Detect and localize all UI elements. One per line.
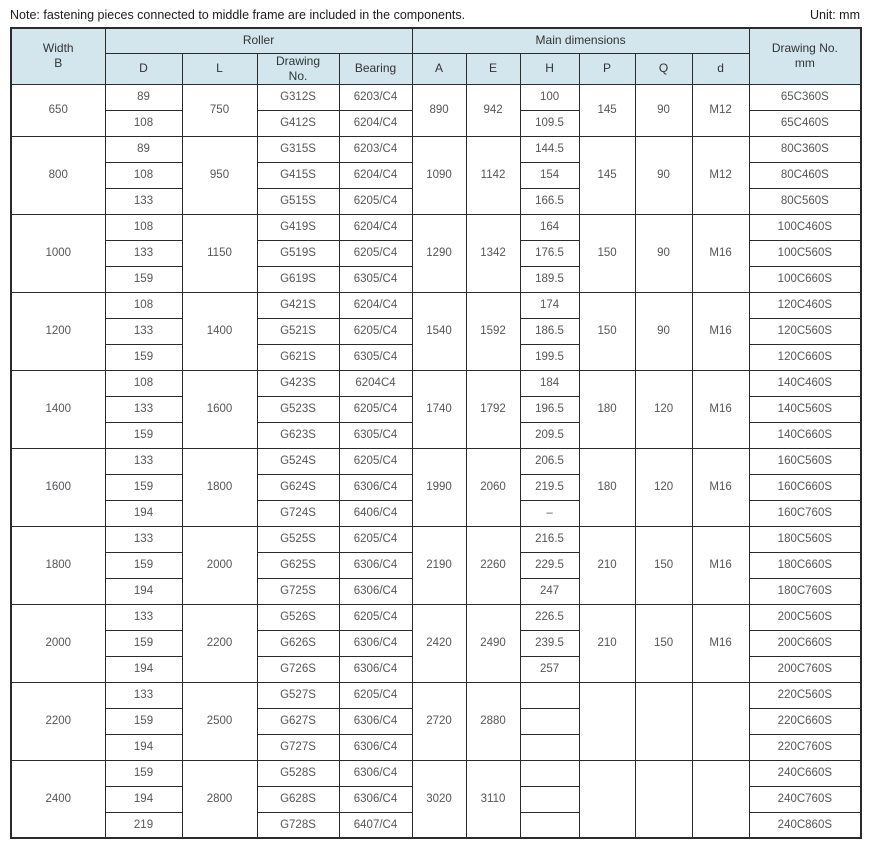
cell-l-7: 2200 (182, 604, 257, 682)
cell-h: 239.5 (520, 630, 579, 656)
cell-drawing-no: G312S (257, 84, 339, 110)
cell-d: 159 (105, 760, 182, 786)
cell-d: 89 (105, 136, 182, 162)
cell-l-9: 2800 (182, 760, 257, 838)
cell-d: 159 (105, 630, 182, 656)
col-header-l: L (182, 53, 257, 84)
table-row (11, 136, 861, 162)
cell-drawing-no: G419S (257, 214, 339, 240)
cell-p-8 (579, 682, 635, 760)
cell-bearing: 6306/C4 (339, 656, 412, 682)
cell-drawing-no-mm: 180C560S (749, 526, 861, 552)
cell-drawing-no: G524S (257, 448, 339, 474)
cell-l-6: 2000 (182, 526, 257, 604)
cell-d: 133 (105, 318, 182, 344)
cell-d: 133 (105, 396, 182, 422)
cell-h (520, 708, 579, 734)
cell-drawing-no-mm: 100C460S (749, 214, 861, 240)
table-row (11, 448, 861, 474)
cell-bearing: 6203/C4 (339, 84, 412, 110)
cell-drawing-no-mm: 180C660S (749, 552, 861, 578)
cell-drawing-no-mm: 240C660S (749, 760, 861, 786)
top-bar (10, 6, 860, 27)
cell-bearing: 6204C4 (339, 370, 412, 396)
cell-bearing: 6205/C4 (339, 448, 412, 474)
cell-e-5: 2060 (466, 448, 520, 526)
cell-h: 219.5 (520, 474, 579, 500)
cell-drawing-no-mm: 200C760S (749, 656, 861, 682)
col-header-dwg-line2: mm (794, 56, 815, 71)
cell-drawing-no: G627S (257, 708, 339, 734)
col-header-h: H (520, 53, 579, 84)
cell-h: 189.5 (520, 266, 579, 292)
cell-drawing-no-mm: 140C560S (749, 396, 861, 422)
cell-drawing-no-mm: 80C360S (749, 136, 861, 162)
cell-drawing-no: G619S (257, 266, 339, 292)
cell-d-thread-8 (692, 682, 749, 760)
cell-a-0: 890 (412, 84, 466, 136)
cell-bearing: 6306/C4 (339, 474, 412, 500)
col-header-bearing: Bearing (339, 53, 412, 84)
cell-l-8: 2500 (182, 682, 257, 760)
table-row (11, 214, 861, 240)
cell-bearing: 6204/C4 (339, 162, 412, 188)
cell-l-2: 1150 (182, 214, 257, 292)
cell-drawing-no-mm: 180C760S (749, 578, 861, 604)
cell-drawing-no: G415S (257, 162, 339, 188)
cell-d: 194 (105, 734, 182, 760)
cell-drawing-no-mm: 160C560S (749, 448, 861, 474)
cell-q-1: 90 (635, 136, 692, 214)
cell-q-9 (635, 760, 692, 838)
cell-p-7: 210 (579, 604, 635, 682)
cell-h (520, 786, 579, 812)
spec-table-body (11, 84, 861, 838)
cell-d-thread-3: M16 (692, 292, 749, 370)
cell-bearing: 6306/C4 (339, 552, 412, 578)
cell-width-b-0: 650 (11, 84, 105, 136)
cell-h (520, 734, 579, 760)
cell-e-2: 1342 (466, 214, 520, 292)
cell-q-5: 120 (635, 448, 692, 526)
cell-h: 257 (520, 656, 579, 682)
cell-a-4: 1740 (412, 370, 466, 448)
cell-bearing: 6205/C4 (339, 526, 412, 552)
cell-drawing-no-mm: 80C560S (749, 188, 861, 214)
cell-h (520, 682, 579, 708)
cell-width-b-3: 1200 (11, 292, 105, 370)
cell-p-9 (579, 760, 635, 838)
note-text: Note: fastening pieces connected to middle frame are included in the components. (10, 8, 466, 22)
col-group-main-dimensions: Main dimensions (412, 28, 749, 53)
cell-a-7: 2420 (412, 604, 466, 682)
cell-drawing-no: G625S (257, 552, 339, 578)
cell-drawing-no-mm: 220C660S (749, 708, 861, 734)
cell-bearing: 6205/C4 (339, 240, 412, 266)
cell-drawing-no: G519S (257, 240, 339, 266)
cell-h: 209.5 (520, 422, 579, 448)
cell-a-6: 2190 (412, 526, 466, 604)
cell-h: – (520, 500, 579, 526)
col-header-drawing-line2: No. (288, 68, 308, 83)
cell-h: 164 (520, 214, 579, 240)
cell-p-0: 145 (579, 84, 635, 136)
cell-drawing-no: G626S (257, 630, 339, 656)
col-header-dwg-line1: Drawing No. (771, 41, 838, 56)
cell-d: 159 (105, 552, 182, 578)
cell-drawing-no: G315S (257, 136, 339, 162)
cell-h: 176.5 (520, 240, 579, 266)
cell-l-0: 750 (182, 84, 257, 136)
cell-d: 194 (105, 656, 182, 682)
cell-width-b-2: 1000 (11, 214, 105, 292)
cell-drawing-no: G521S (257, 318, 339, 344)
cell-e-8: 2880 (466, 682, 520, 760)
cell-bearing: 6204/C4 (339, 292, 412, 318)
cell-drawing-no: G724S (257, 500, 339, 526)
cell-e-7: 2490 (466, 604, 520, 682)
cell-bearing: 6306/C4 (339, 786, 412, 812)
cell-d: 133 (105, 240, 182, 266)
cell-h: 216.5 (520, 526, 579, 552)
cell-width-b-9: 2400 (11, 760, 105, 838)
cell-e-9: 3110 (466, 760, 520, 838)
cell-h: 247 (520, 578, 579, 604)
cell-drawing-no: G523S (257, 396, 339, 422)
cell-d-thread-7: M16 (692, 604, 749, 682)
cell-drawing-no-mm: 100C560S (749, 240, 861, 266)
cell-bearing: 6305/C4 (339, 266, 412, 292)
cell-drawing-no: G727S (257, 734, 339, 760)
cell-drawing-no: G515S (257, 188, 339, 214)
cell-h: 154 (520, 162, 579, 188)
cell-drawing-no: G728S (257, 812, 339, 838)
cell-d: 159 (105, 422, 182, 448)
cell-drawing-no-mm: 160C760S (749, 500, 861, 526)
cell-h: 166.5 (520, 188, 579, 214)
cell-bearing: 6205/C4 (339, 682, 412, 708)
cell-d: 108 (105, 214, 182, 240)
cell-d: 89 (105, 84, 182, 110)
cell-d: 219 (105, 812, 182, 838)
cell-a-1: 1090 (412, 136, 466, 214)
cell-l-3: 1400 (182, 292, 257, 370)
cell-a-5: 1990 (412, 448, 466, 526)
cell-bearing: 6203/C4 (339, 136, 412, 162)
cell-drawing-no-mm: 160C660S (749, 474, 861, 500)
cell-h: 144.5 (520, 136, 579, 162)
cell-d: 194 (105, 578, 182, 604)
cell-bearing: 6306/C4 (339, 708, 412, 734)
cell-d-thread-6: M16 (692, 526, 749, 604)
cell-bearing: 6305/C4 (339, 422, 412, 448)
cell-drawing-no-mm: 240C860S (749, 812, 861, 838)
unit-label: Unit: mm (810, 8, 860, 22)
cell-a-2: 1290 (412, 214, 466, 292)
cell-drawing-no-mm: 200C560S (749, 604, 861, 630)
cell-d: 159 (105, 344, 182, 370)
cell-e-3: 1592 (466, 292, 520, 370)
cell-d: 159 (105, 708, 182, 734)
cell-d: 133 (105, 526, 182, 552)
cell-a-8: 2720 (412, 682, 466, 760)
cell-d-thread-9 (692, 760, 749, 838)
cell-drawing-no-mm: 120C660S (749, 344, 861, 370)
cell-bearing: 6205/C4 (339, 396, 412, 422)
cell-d-thread-2: M16 (692, 214, 749, 292)
col-header-width-line2: B (54, 56, 63, 71)
cell-bearing: 6306/C4 (339, 630, 412, 656)
cell-d: 133 (105, 448, 182, 474)
cell-bearing: 6204/C4 (339, 214, 412, 240)
cell-drawing-no: G528S (257, 760, 339, 786)
cell-drawing-no-mm: 80C460S (749, 162, 861, 188)
cell-drawing-no-mm: 65C460S (749, 110, 861, 136)
cell-drawing-no-mm: 220C760S (749, 734, 861, 760)
cell-bearing: 6407/C4 (339, 812, 412, 838)
cell-d: 133 (105, 682, 182, 708)
col-header-d: D (105, 53, 182, 84)
col-header-drawing-no-mm (749, 28, 861, 84)
table-row (11, 682, 861, 708)
table-row (11, 526, 861, 552)
cell-d-thread-0: M12 (692, 84, 749, 136)
table-row (11, 84, 861, 110)
cell-d-thread-4: M16 (692, 370, 749, 448)
cell-q-7: 150 (635, 604, 692, 682)
cell-d: 159 (105, 474, 182, 500)
cell-width-b-4: 1400 (11, 370, 105, 448)
table-row (11, 604, 861, 630)
cell-e-0: 942 (466, 84, 520, 136)
cell-h: 226.5 (520, 604, 579, 630)
cell-drawing-no: G423S (257, 370, 339, 396)
cell-d: 159 (105, 266, 182, 292)
cell-p-3: 150 (579, 292, 635, 370)
cell-q-2: 90 (635, 214, 692, 292)
cell-drawing-no-mm: 100C660S (749, 266, 861, 292)
cell-width-b-7: 2000 (11, 604, 105, 682)
cell-drawing-no: G624S (257, 474, 339, 500)
cell-d: 194 (105, 500, 182, 526)
cell-bearing: 6205/C4 (339, 604, 412, 630)
cell-drawing-no: G726S (257, 656, 339, 682)
cell-d-thread-1: M12 (692, 136, 749, 214)
col-header-e: E (466, 53, 520, 84)
cell-drawing-no-mm: 140C460S (749, 370, 861, 396)
spec-table (10, 27, 862, 839)
cell-h (520, 760, 579, 786)
col-header-p: P (579, 53, 635, 84)
cell-drawing-no-mm: 240C760S (749, 786, 861, 812)
table-row (11, 292, 861, 318)
cell-bearing: 6205/C4 (339, 188, 412, 214)
cell-h: 109.5 (520, 110, 579, 136)
cell-h: 229.5 (520, 552, 579, 578)
cell-bearing: 6306/C4 (339, 734, 412, 760)
cell-drawing-no: G628S (257, 786, 339, 812)
cell-drawing-no-mm: 65C360S (749, 84, 861, 110)
cell-d: 108 (105, 292, 182, 318)
col-header-drawing-no (257, 53, 339, 84)
cell-bearing: 6406/C4 (339, 500, 412, 526)
cell-width-b-5: 1600 (11, 448, 105, 526)
cell-e-4: 1792 (466, 370, 520, 448)
cell-h: 206.5 (520, 448, 579, 474)
cell-h: 199.5 (520, 344, 579, 370)
col-group-roller: Roller (105, 28, 412, 53)
cell-p-4: 180 (579, 370, 635, 448)
cell-width-b-1: 800 (11, 136, 105, 214)
cell-bearing: 6305/C4 (339, 344, 412, 370)
cell-h: 184 (520, 370, 579, 396)
cell-drawing-no-mm: 120C460S (749, 292, 861, 318)
cell-drawing-no: G412S (257, 110, 339, 136)
cell-drawing-no-mm: 220C560S (749, 682, 861, 708)
cell-l-5: 1800 (182, 448, 257, 526)
cell-q-0: 90 (635, 84, 692, 136)
cell-e-6: 2260 (466, 526, 520, 604)
col-header-width-b (11, 28, 105, 84)
cell-bearing: 6306/C4 (339, 760, 412, 786)
cell-h: 186.5 (520, 318, 579, 344)
cell-drawing-no-mm: 120C560S (749, 318, 861, 344)
cell-p-1: 145 (579, 136, 635, 214)
cell-h (520, 812, 579, 838)
cell-q-4: 120 (635, 370, 692, 448)
cell-d: 108 (105, 110, 182, 136)
cell-l-4: 1600 (182, 370, 257, 448)
cell-q-8 (635, 682, 692, 760)
cell-drawing-no: G525S (257, 526, 339, 552)
cell-d: 194 (105, 786, 182, 812)
cell-d: 108 (105, 370, 182, 396)
cell-drawing-no: G623S (257, 422, 339, 448)
cell-d: 133 (105, 604, 182, 630)
cell-p-5: 180 (579, 448, 635, 526)
cell-bearing: 6306/C4 (339, 578, 412, 604)
cell-bearing: 6204/C4 (339, 110, 412, 136)
cell-q-6: 150 (635, 526, 692, 604)
cell-e-1: 1142 (466, 136, 520, 214)
cell-h: 174 (520, 292, 579, 318)
cell-q-3: 90 (635, 292, 692, 370)
cell-h: 196.5 (520, 396, 579, 422)
table-row (11, 760, 861, 786)
cell-drawing-no-mm: 140C660S (749, 422, 861, 448)
col-header-q: Q (635, 53, 692, 84)
cell-a-3: 1540 (412, 292, 466, 370)
cell-drawing-no: G526S (257, 604, 339, 630)
col-header-width-line1: Width (42, 41, 74, 56)
table-row (11, 370, 861, 396)
cell-a-9: 3020 (412, 760, 466, 838)
cell-bearing: 6205/C4 (339, 318, 412, 344)
cell-h: 100 (520, 84, 579, 110)
col-header-a: A (412, 53, 466, 84)
cell-width-b-8: 2200 (11, 682, 105, 760)
cell-drawing-no: G725S (257, 578, 339, 604)
cell-l-1: 950 (182, 136, 257, 214)
cell-d: 108 (105, 162, 182, 188)
cell-drawing-no: G527S (257, 682, 339, 708)
cell-p-6: 210 (579, 526, 635, 604)
cell-width-b-6: 1800 (11, 526, 105, 604)
cell-p-2: 150 (579, 214, 635, 292)
cell-drawing-no: G421S (257, 292, 339, 318)
cell-drawing-no: G621S (257, 344, 339, 370)
col-header-d-small: d (692, 53, 749, 84)
cell-d: 133 (105, 188, 182, 214)
col-header-drawing-line1: Drawing (275, 53, 320, 68)
cell-d-thread-5: M16 (692, 448, 749, 526)
cell-drawing-no-mm: 200C660S (749, 630, 861, 656)
